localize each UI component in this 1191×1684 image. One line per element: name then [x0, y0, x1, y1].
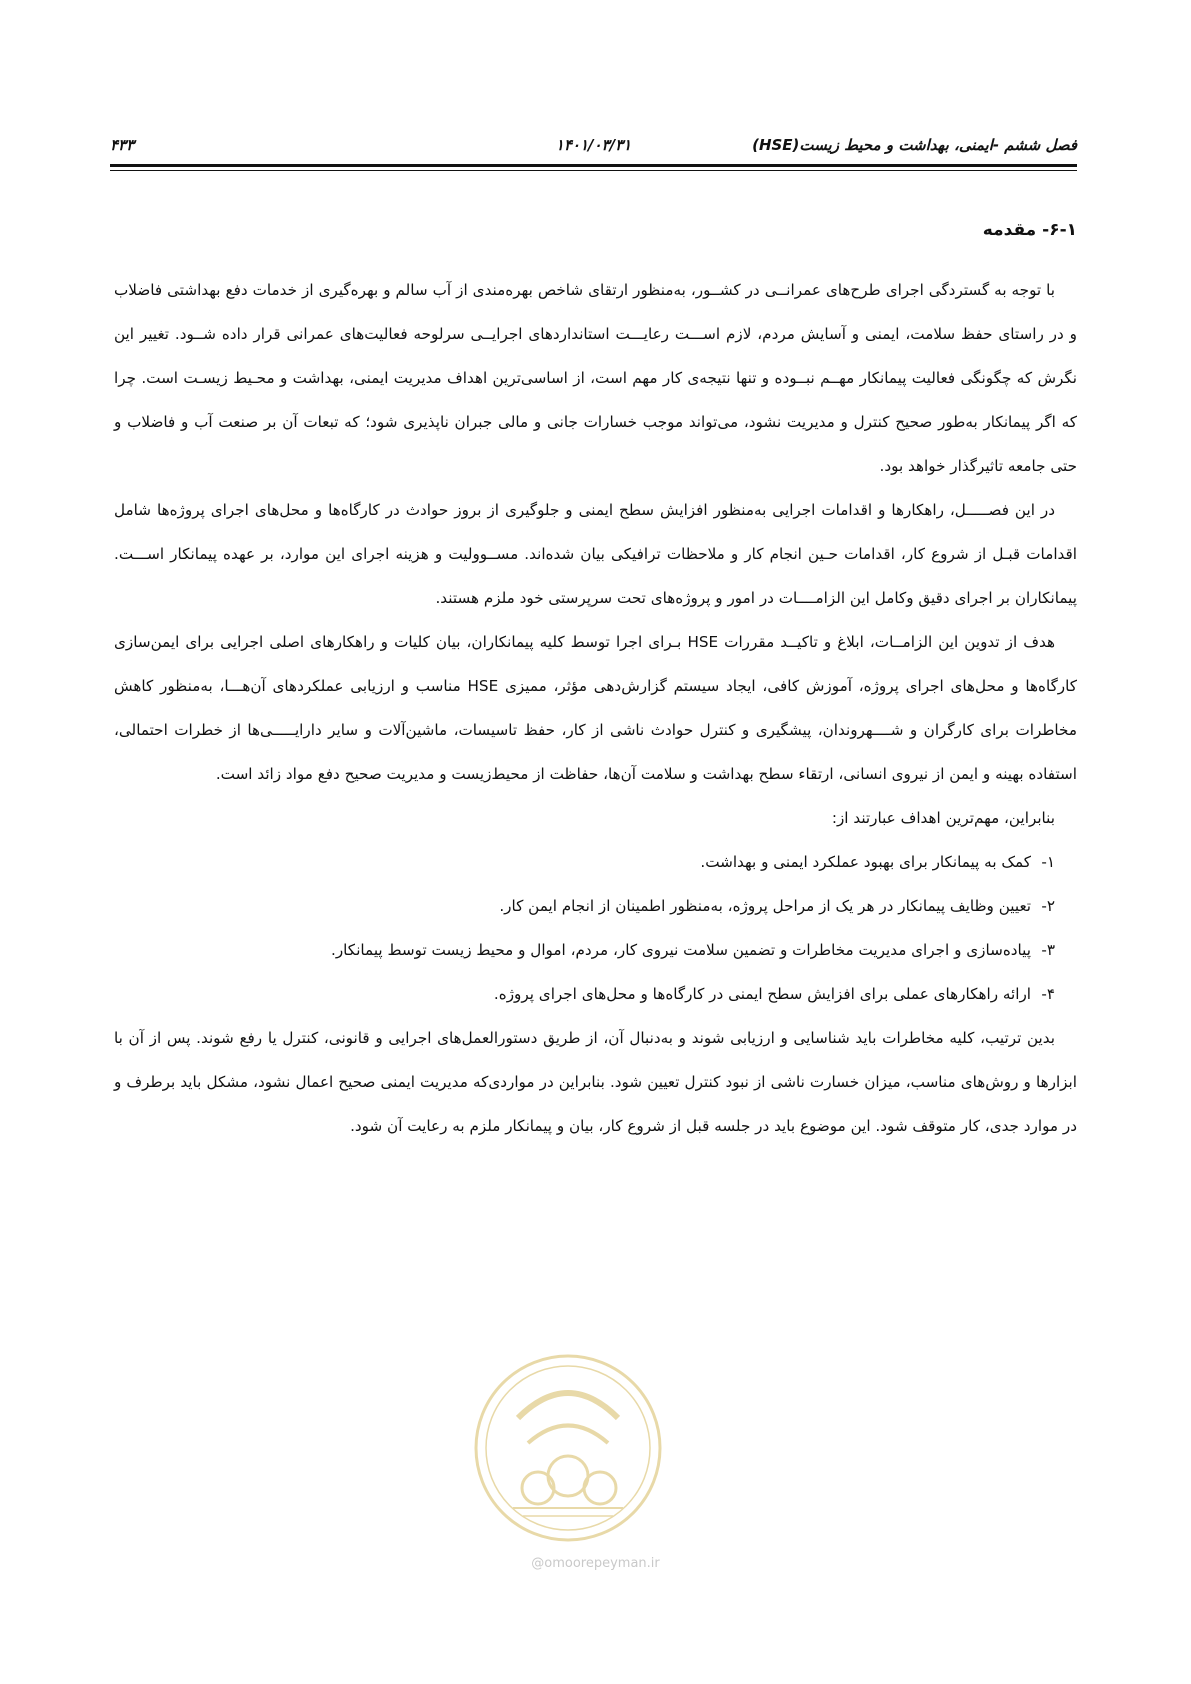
logo-swoosh: [518, 1393, 618, 1418]
list-item-text: کمک به پیمانکار برای بهبود عملکرد ایمنی و بهداشت.: [700, 853, 1031, 871]
gear-icon: [584, 1472, 616, 1504]
paragraph: هدف از تدوین این الزامــات، ابلاغ و تاکیــد مقررات HSE بـرای اجرا توسط کلیه پیمانکاران، بیان کلیات و راهکارهای اصلی اجرایی برای ایمن‌سازی کارگاه‌ها و محل‌های اجرای پروژه، آموزش کافی، ایجاد سیستم گزارش‌دهی مؤثر، ممیزی HSE مناسب و ارزیابی عملکردهای آن‌هـــا، به‌منظور کاهش مخاطرات برای کارگران و شــــهروندان، پیشگیری و کنترل حوادث ناشی از کار، حفظ تاسیسات، ماشین‌آلات و سایر دارایـــــی‌ها از خطرات احتمالی، استفاده بهینه و ایمن از نیروی انسانی، ارتقاء سطح بهداشت و سلامت آن‌ها، حفاظت از محیط‌زیست و مدیریت صحیح دفع مواد زائد است.: [114, 633, 1077, 783]
list-item-number: ۱-: [1041, 853, 1055, 871]
chapter-title: فصل ششم -ایمنی، بهداشت و محیط زیست(HSE): [752, 136, 1077, 154]
list-item-number: ۳-: [1041, 941, 1055, 959]
building-icon: [548, 1456, 588, 1496]
list-item-number: ۴-: [1041, 985, 1055, 1003]
page-header: [110, 126, 1077, 160]
list-item-number: ۲-: [1041, 897, 1055, 915]
list-item: [114, 928, 1077, 972]
watermark-logo: [468, 1348, 668, 1548]
header-date: ۱۴۰۱/۰۳/۳۱: [555, 136, 632, 154]
logo-outer-ring: [476, 1356, 660, 1540]
goals-list: [114, 840, 1077, 1016]
list-item-text: تعیین وظایف پیمانکار در هر یک از مراحل پروژه، به‌منظور اطمینان از انجام ایمن کار.: [499, 897, 1031, 915]
list-intro: بنابراین، مهم‌ترین اهداف عبارتند از:: [831, 809, 1055, 827]
paragraph: در این فصـــــل، راهکارها و اقدامات اجرایی به‌منظور افزایش سطح ایمنی و جلوگیری از بروز حوادث در کارگاه‌ها و محل‌های اجرای پروژه‌ها شامل اقدامات قبـل از شروع کار، اقدامات حـین انجام کار و ملاحظات ترافیکی بیان شده‌اند. مســوولیت و هزینه اجرای این موارد، بر عهده پیمانکار اســـت. پیمانکاران بر اجرای دقیق وکامل این الزامــــات در امور و پروژه‌های تحت سرپرستی خود ملزم هستند.: [114, 501, 1077, 607]
watermark-site: @omoorepeyman.ir: [531, 1556, 660, 1571]
header-rule-thick: [110, 164, 1077, 167]
paragraph: با توجه به گستردگی اجرای طرح‌های عمرانــی در کشــور، به‌منظور ارتقای شاخص بهره‌مندی از آب سالم و بهره‌گیری از خدمات دفع بهداشتی فاضلاب و در راستای حفظ سلامت، ایمنی و آسایش مردم، لازم اســـت رعایـــت استانداردهای اجرایــی سرلوحه فعالیت‌های عمرانی قرار داده شــود. تغییر این نگرش که چگونگی فعالیت پیمانکار مهــم نبــوده و تنها نتیجه‌ی کار مهم است، از اساسی‌ترین اهداف مدیریت ایمنی، بهداشت و محـیط زیسـت است. چرا که اگر پیمانکار به‌طور صحیح کنترل و مدیریت نشود، می‌تواند موجب خسارات جانی و مالی جبران ناپذیری شود؛ که تبعات آن بر صنعت آب و فاضلاب و حتی جامعه تاثیرگذار خواهد بود.: [114, 281, 1077, 475]
list-item-text: ارائه راهکارهای عملی برای افزایش سطح ایمنی در کارگاه‌ها و محل‌های اجرای پروژه.: [493, 985, 1031, 1003]
list-item-text: پیاده‌سازی و اجرای مدیریت مخاطرات و تضمین سلامت نیروی کار، مردم، اموال و محیط زیست توسط پیمانکار.: [331, 941, 1031, 959]
list-item: [114, 972, 1077, 1016]
logo-swoosh-2: [528, 1426, 608, 1444]
section-heading: ۶-۱- مقدمه: [982, 220, 1077, 240]
header-rule-thin: [110, 170, 1077, 171]
page-number: ۴۳۳: [110, 136, 135, 154]
list-item: [114, 884, 1077, 928]
body-text: [114, 268, 1077, 1148]
closing-paragraph: بدین ترتیب، کلیه مخاطرات باید شناسایی و ارزیابی شوند و به‌دنبال آن، از طریق دستورالعمل‌های اجرایی و قانونی، کنترل یا رفع شوند. پس از آن با ابزارها و روش‌های مناسب، میزان خسارت ناشی از نبود کنترل تعیین شود. بنابراین در مواردی‌که مدیریت ایمنی صحیح اعمال نشود، مشکل باید برطرف و در موارد جدی، کار متوقف شود. این موضوع باید در جلسه قبل از شروع کار، بیان و پیمانکار ملزم به رعایت آن شود.: [114, 1029, 1077, 1135]
list-item: [114, 840, 1077, 884]
